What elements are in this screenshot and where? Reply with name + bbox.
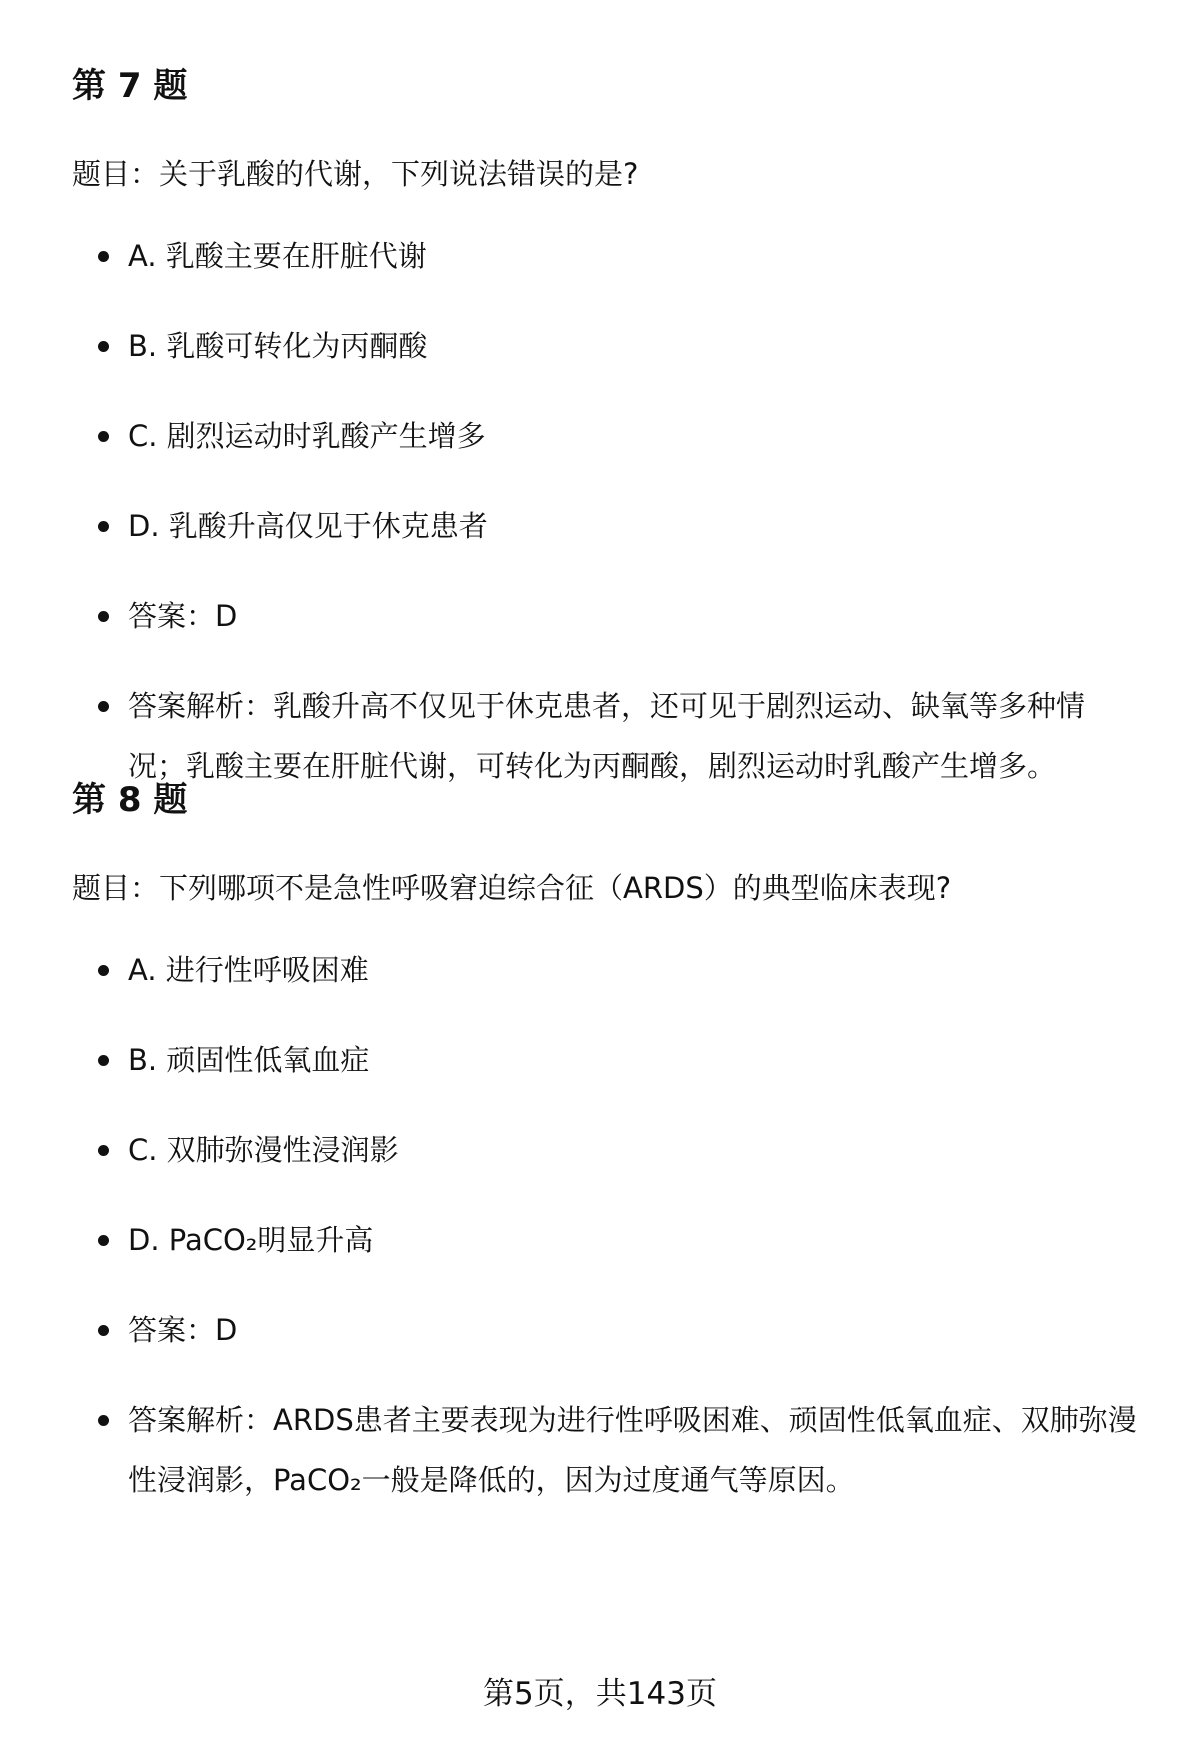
question-stem: 题目：下列哪项不是急性呼吸窘迫综合征（ARDS）的典型临床表现? xyxy=(72,871,952,905)
bullet-icon xyxy=(98,1235,109,1246)
bullet-icon xyxy=(98,431,109,442)
bullet-icon xyxy=(98,701,109,712)
bullet-icon xyxy=(98,251,109,262)
option-d: D. PaCO₂明显升高 xyxy=(98,1210,1138,1270)
bullet-icon xyxy=(98,611,109,622)
option-b: B. 顽固性低氧血症 xyxy=(98,1030,1138,1090)
bullet-icon xyxy=(98,1325,109,1336)
bullet-icon xyxy=(98,965,109,976)
answer-explanation: 答案解析：ARDS患者主要表现为进行性呼吸困难、顽固性低氧血症、双肺弥漫性浸润影，PaCO₂一般是降低的，因为过度通气等原因。 xyxy=(98,1390,1138,1510)
answer: 答案：D xyxy=(98,1300,1138,1360)
options-list xyxy=(98,940,1138,1510)
answer-explanation: 答案解析：乳酸升高不仅见于休克患者，还可见于剧烈运动、缺氧等多种情况；乳酸主要在肝脏代谢，可转化为丙酮酸，剧烈运动时乳酸产生增多。 xyxy=(98,676,1138,796)
bullet-icon xyxy=(98,1145,109,1156)
question-heading: 第 8 题 xyxy=(72,780,188,820)
bullet-icon xyxy=(98,521,109,532)
option-a: A. 进行性呼吸困难 xyxy=(98,940,1138,1000)
bullet-icon xyxy=(98,341,109,352)
page-number: 第5页，共143页 xyxy=(483,1676,717,1712)
option-c: C. 剧烈运动时乳酸产生增多 xyxy=(98,406,1138,466)
option-c: C. 双肺弥漫性浸润影 xyxy=(98,1120,1138,1180)
option-a: A. 乳酸主要在肝脏代谢 xyxy=(98,226,1138,286)
question-heading: 第 7 题 xyxy=(72,66,188,106)
question-stem: 题目：关于乳酸的代谢，下列说法错误的是? xyxy=(72,157,639,191)
options-list xyxy=(98,226,1138,796)
bullet-icon xyxy=(98,1415,109,1426)
option-b: B. 乳酸可转化为丙酮酸 xyxy=(98,316,1138,376)
option-d: D. 乳酸升高仅见于休克患者 xyxy=(98,496,1138,556)
answer: 答案：D xyxy=(98,586,1138,646)
bullet-icon xyxy=(98,1055,109,1066)
